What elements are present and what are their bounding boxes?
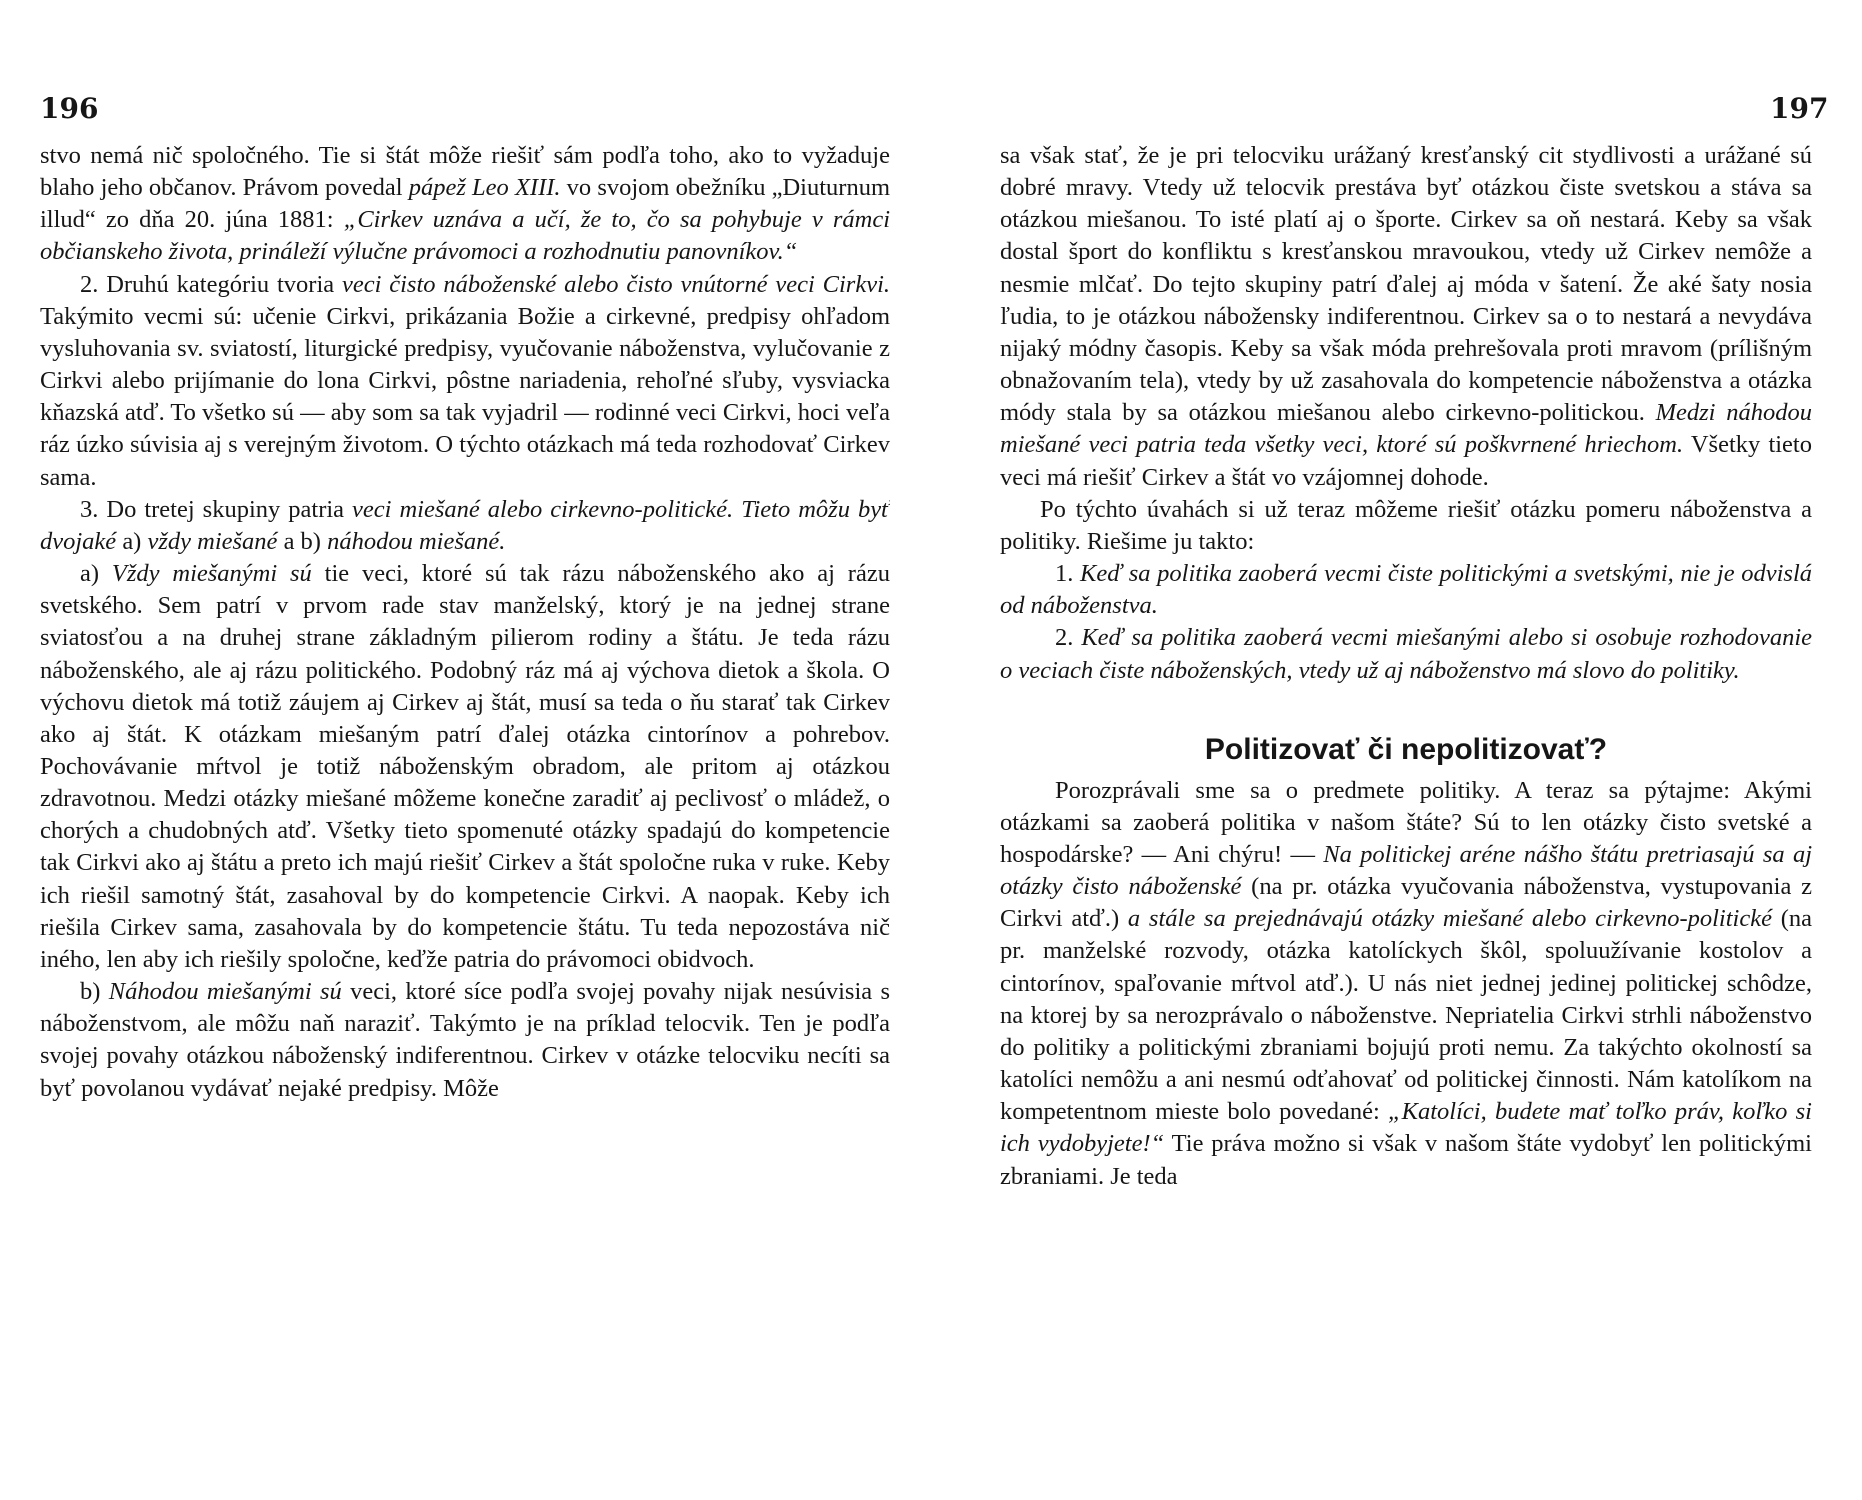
- text-run: (na pr. manželské rozvody, otázka katolíckych škôl, spoluužívanie kostolov a cintorínov, spaľovanie mŕtvol atď.). U nás niet jednej jedinej politickej schôdze, na ktorej by sa nerozprávalo o náboženstve. Nepriatelia Cirkvi strhli náboženstvo do politiky a politickými zbraniami bojujú proti nemu. Za takýchto okolností sa katolíci nemôžu a ani nesmú odťahovať od politickej činnosti. Nám katolíkom na kompetentnom mieste bolo povedané:: [1000, 905, 1812, 1126]
- paragraph: [40, 494, 890, 558]
- italic-run: vždy miešané: [147, 527, 278, 555]
- paragraph: [1000, 140, 1812, 494]
- italic-run: Keď sa politika zaoberá vecmi čiste politickými a svetskými, nie je odvislá od náboženstva.: [1000, 560, 1812, 620]
- italic-run: Medzi náhodou miešané veci patria teda všetky veci, ktoré sú poškvrnené hriechom.: [1000, 399, 1812, 459]
- paragraph: [1000, 775, 1812, 1193]
- text-run: Všetky tieto veci má riešiť Cirkev a štát vo vzájomnej dohode.: [1000, 431, 1812, 491]
- italic-run: a stále sa prejednávajú otázky miešané alebo cirkevno-politické: [1127, 905, 1772, 933]
- text-run: tie veci, ktoré sú tak rázu náboženského ako aj rázu svetského. Sem patrí v prvom rade stav manželský, ktorý je na jednej strane sviatosťou a na druhej strane základným pilierom rodiny a štátu. Je teda rázu náboženského, ale aj rázu politického. Podobný ráz má aj výchova dietok a škola. O výchovu dietok má totiž záujem aj Cirkev aj štát, musí sa teda o ňu starať tak Cirkev ako aj štát. K otázkam miešaným patrí ďalej otázka cintorínov a pohrebov. Pochovávanie mŕtvol je totiž náboženským obradom, ale pritom aj otázkou zdravotnou. Medzi otázky miešané môžeme konečne zaradiť aj peclivosť o mládež, o chorých a chudobných atď. Všetky tieto spomenuté otázky spadajú do kompetencie tak Cirkvi ako aj štátu a preto ich majú riešiť Cirkev a štát spoločne ruka v ruke. Keby ich riešil samotný štát, zasahoval by do kompetencie Cirkvi. A naopak. Keby ich riešila Cirkev sama, zasahovala by do kompetencie štátu. Tu teda nepozostáva nič iného, len aby ich riešily spoločne, keďže patria do právomoci obidvoch.: [40, 560, 890, 973]
- italic-run: pápež Leo XIII.: [408, 174, 561, 202]
- italic-quote: „Katolíci, budete mať toľko práv, koľko si ich vydobyjete!“: [1000, 1098, 1812, 1158]
- italic-run: veci miešané alebo cirkevno-politické. Tieto môžu byť dvojaké: [40, 495, 890, 555]
- italic-run: Keď sa politika zaoberá vecmi miešanými alebo si osobuje rozhodovanie o veciach čiste náboženských, vtedy už aj náboženstvo má slovo do politiky.: [1000, 624, 1812, 684]
- list-item: [1000, 622, 1812, 686]
- page-number-right: 197: [1770, 92, 1829, 125]
- text-run: 3. Do tretej skupiny patria: [80, 495, 353, 523]
- text-run: (na pr. otázka vyučovania náboženstva, vystupovania z Cirkvi atď.): [1000, 873, 1812, 933]
- text-run: Takýmito vecmi sú: učenie Cirkvi, prikázania Božie a cirkevné, predpisy ohľadom vysluhovania sv. sviatostí, liturgické predpisy, vyučovanie náboženstva, vylučovanie z Cirkvi alebo prijímanie do lona Cirkvi, pôstne nariadenia, rehoľné sľuby, vysviacka kňazská atď. To všetko sú — aby som sa tak vyjadril — rodinné veci Cirkvi, hoci veľa ráz úzko súvisia aj s verejným životom. O týchto otázkach má teda rozhodovať Cirkev sama.: [40, 302, 890, 491]
- right-page-body: [1000, 140, 1812, 1480]
- text-run: b): [80, 978, 109, 1006]
- text-run: Porozprávali sme sa o predmete politiky. A teraz sa pýtajme: Akými otázkami sa zaoberá politika v našom štáte? Sú to len otázky čisto svetské a hospodárske? — Ani chýru! —: [1000, 776, 1812, 868]
- italic-quote: „Cirkev uznáva a učí, že to, čo sa pohybuje v rámci občianskeho života, prináleží výlučne právomoci a rozhodnutiu panovníkov.“: [40, 206, 890, 266]
- text-run: a): [80, 560, 112, 588]
- paragraph: [40, 976, 890, 1105]
- text-run: 2.: [1055, 624, 1082, 652]
- text-run: sa však stať, že je pri telocviku urážaný kresťanský cit stydlivosti a urážané sú dobré mravy. Vtedy už telocvik prestáva byť otázkou čiste svetskou a stáva sa otázkou miešanou. To isté platí aj o športe. Cirkev sa oň nestará. Keby sa však dostal šport do konfliktu s kresťanskou mravoukou, vtedy už Cirkev nemôže a nesmie mlčať. Do tejto skupiny patrí ďalej aj móda v šatení. Že aké šaty nosia ľudia, to je otázkou nábožensky indiferentnou. Cirkev sa o to nestará a nevydáva nijaký módny časopis. Keby sa však móda prehrešovala proti mravom (prílišným obnažovaním tela), vtedy by už zasahovala do kompetencie náboženstva a otázka módy stala by sa otázkou miešanou alebo cirkevno-politickou.: [1000, 142, 1812, 427]
- page-number-left: 196: [40, 92, 99, 125]
- paragraph: [40, 140, 890, 269]
- paragraph: [40, 558, 890, 976]
- text-run: Tie práva možno si však v našom štáte vydobyť len politickými zbraniami. Je teda: [1000, 1130, 1812, 1190]
- text-run: veci, ktoré síce podľa svojej povahy nijak nesúvisia s náboženstvom, ale môžu naň naraziť. Takýmto je na príklad telocvik. Ten je podľa svojej povahy otázkou náboženský indiferentnou. Cirkev v otázke telocviku necíti sa byť povolanou vydávať nejaké predpisy. Môže: [40, 978, 890, 1102]
- italic-run: veci čisto náboženské alebo čisto vnútorné veci Cirkvi.: [341, 270, 890, 298]
- text-run: 2. Druhú kategóriu tvoria: [80, 270, 342, 298]
- italic-run: Vždy miešanými sú: [111, 560, 312, 588]
- italic-run: Náhodou miešanými sú: [108, 978, 342, 1006]
- text-run: vo svojom obežníku „Diuturnum illud“ zo dňa 20. júna 1881:: [40, 174, 890, 234]
- italic-run: Na politickej aréne nášho štátu pretriasajú sa aj otázky čisto náboženské: [1000, 840, 1812, 901]
- text-run: stvo nemá nič spoločného. Tie si štát môže riešiť sám podľa toho, ako to vyžaduje blaho jeho občanov. Právom povedal: [40, 142, 890, 202]
- paragraph: [40, 269, 890, 494]
- paragraph: Po týchto úvahách si už teraz môžeme riešiť otázku pomeru náboženstva a politiky. Riešime ju takto:: [1000, 495, 1812, 555]
- list-item: [1000, 558, 1812, 622]
- section-heading: Politizovať či nepolitizovať?: [1204, 732, 1608, 766]
- text-run: 1.: [1055, 560, 1080, 588]
- text-run: a b): [277, 527, 328, 555]
- left-page-body: [40, 140, 890, 1480]
- text-run: a): [116, 527, 148, 555]
- italic-run: náhodou miešané.: [327, 527, 506, 555]
